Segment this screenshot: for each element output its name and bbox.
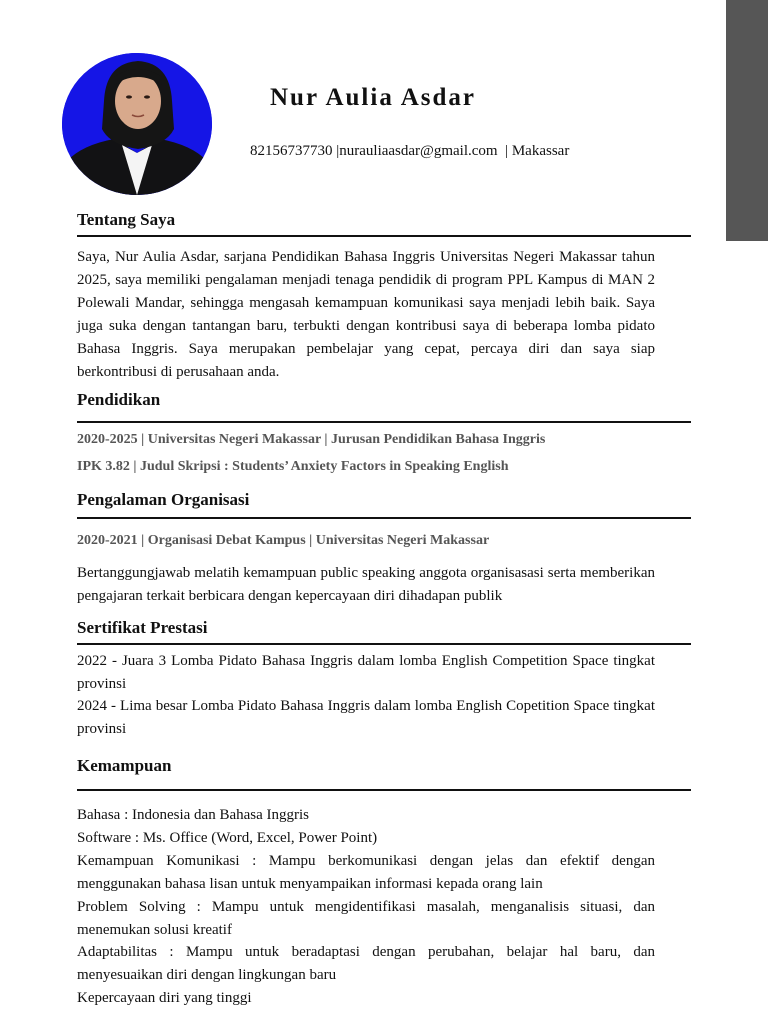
section-divider [77,421,691,423]
skill-item: Problem Solving : Mampu untuk mengidentifikasi masalah, menganalisis situasi, dan menemukan solusi kreatif [77,899,655,938]
organization-entry: 2020-2021 | Organisasi Debat Kampus | Universitas Negeri Makassar [77,533,490,548]
section-title-education: Pendidikan [77,390,161,409]
section-divider [77,789,691,791]
skill-item: Kepercayaan diri yang tinggi [77,990,252,1006]
profile-photo [62,53,212,195]
certificate-item: 2022 - Juara 3 Lomba Pidato Bahasa Inggris dalam lomba English Competition Space tingkat provinsi [77,653,655,692]
section-divider [77,517,691,519]
contact-info: 82156737730 |nurauliaasdar@gmail.com | Makassar [250,143,570,159]
skill-item: Adaptabilitas : Mampu untuk beradaptasi dengan perubahan, belajar hal baru, dan menyesuaikan diri dengan lingkungan baru [77,944,655,983]
about-text: Saya, Nur Aulia Asdar, sarjana Pendidikan Bahasa Inggris Universitas Negeri Makassar tahun 2025, saya memiliki pengalaman menjadi tenaga pendidik di program PPL Kampus di MAN 2 Polewali Mandar, sehingga mengasah kemampuan komunikasi saya menjadi lebih baik. Saya juga suka dengan tantangan baru, terbukti dengan kontribusi saya di beberapa lomba pidato Bahasa Inggris. Saya merupakan pembelajar yang cepat, percaya diri dan saya siap berkontribusi di perusahaan anda. [77,249,655,380]
certificate-item: 2024 - Lima besar Lomba Pidato Bahasa Inggris dalam lomba English Copetition Space tingkat provinsi [77,698,655,737]
section-divider [77,643,691,645]
section-title-organization: Pengalaman Organisasi [77,490,250,509]
section-title-certificates: Sertifikat Prestasi [77,618,208,637]
organization-description: Bertanggungjawab melatih kemampuan public speaking anggota organisasasi serta memberikan pengajaran terkait berbicara dengan kepercayaan diri dihadapan publik [77,565,655,604]
scrollbar-thumb[interactable] [726,0,768,241]
skill-item: Software : Ms. Office (Word, Excel, Power Point) [77,830,378,846]
portrait-illustration [62,53,212,195]
skill-item: Kemampuan Komunikasi : Mampu berkomunikasi dengan jelas dan efektif dengan menggunakan bahasa lisan untuk menyampaikan informasi kepada orang lain [77,853,655,892]
section-title-skills: Kemampuan [77,756,172,775]
education-gpa-thesis: IPK 3.82 | Judul Skripsi : Students’ Anxiety Factors in Speaking English [77,459,509,474]
education-degree: 2020-2025 | Universitas Negeri Makassar | Jurusan Pendidikan Bahasa Inggris [77,432,546,447]
person-name: Nur Aulia Asdar [270,84,476,111]
section-title-about: Tentang Saya [77,210,176,229]
skill-item: Bahasa : Indonesia dan Bahasa Inggris [77,807,310,823]
section-divider [77,235,691,237]
